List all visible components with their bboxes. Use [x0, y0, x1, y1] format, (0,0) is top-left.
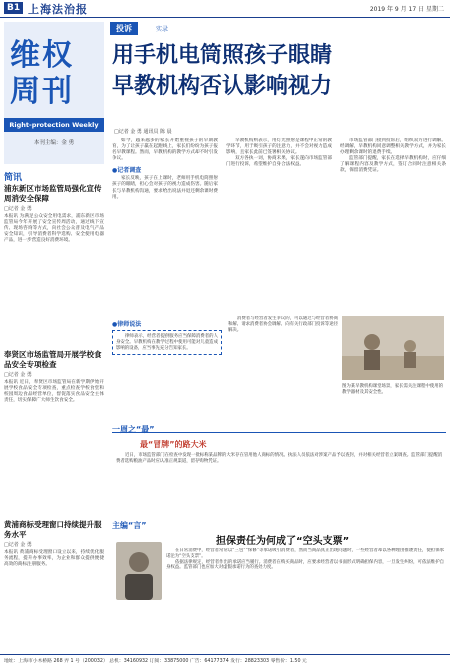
complaint-tag-sub: 实录	[156, 26, 169, 33]
brief-item-title: 奉贤区市场监管局开展学校食品安全专项检查	[4, 350, 102, 369]
page-number: B1	[4, 2, 23, 14]
brief-item-title: 浦东新区市场监管局强化宣传周消安全保障	[4, 184, 102, 203]
section-brand	[4, 22, 104, 164]
article-paragraph: 消费者与经营者发生争议的，可以通过与经营者协商和解、请求消费者协会调解、向有关行政部门投诉等途径解决。	[228, 316, 338, 333]
lawyer-subhead: ●律师说法	[112, 321, 142, 328]
sidebar	[0, 20, 106, 652]
brief-item-byline: □记者 金 勇	[4, 206, 32, 212]
brief-item-body: 本报讯 近日，奉贤区市场监管局在新学期伊始开展学校食品安全专项检查，重点检查学校食堂和校园周边食品经营单位，督促落实食品安全主体责任，切实保障广大师生饮食安全。	[4, 380, 104, 403]
section-title-english: Right-protection Weekly	[4, 118, 104, 132]
commentary-paragraph: 依据法律规定，经营者作出的承诺应当履行。消费者在购买商品时，应要求经营者以书面形式明确担保内容，一旦发生纠纷，可依法维护自身权益。监管部门也应加大对虚假承诺行为的查处力度。	[166, 559, 444, 571]
article-paragraph: 律师表示，经营者提供服务应当保障消费者的人身安全。早教机构在教学过程中使用可能对儿童造成影响的设备，应当事先充分告知家长。	[116, 334, 218, 351]
brief-news-heading: 简讯	[4, 173, 23, 183]
article-paragraph: 如今，越来越多的家长开始重视孩子的早期教育，为了让孩子赢在起跑线上，家长们纷纷为孩子报名早教课程。然而，早教机构的教学方式却不时引发争议。	[112, 138, 218, 162]
brief-item	[4, 520, 104, 650]
weekly-most-tag: 一周之“最”	[112, 425, 155, 434]
weekly-most-box	[112, 432, 446, 498]
article-byline: □记者 金 勇 通讯员 陈 晨	[114, 129, 172, 135]
article-photo	[342, 316, 444, 380]
page-footer: 地址：上海市小木桥路 268 弄 1 号（200032） 总机：34160932 订阅：33875000 广告：64177374 发行：28823303 零售价：1.50 元	[0, 654, 450, 668]
lawyer-column	[228, 316, 338, 442]
main-content	[110, 20, 446, 652]
author-avatar	[116, 542, 162, 600]
article-column	[340, 138, 446, 313]
brief-item-body: 本报讯 黄浦商标受理窗口设立以来，持续优化服务流程，提升办事效率，为企业和群众提供便捷高效的商标注册服务。	[4, 550, 104, 567]
weekly-most-headline: 最“冒牌”的路大米	[140, 440, 207, 449]
article-column	[112, 138, 218, 313]
classroom-photo-icon	[342, 316, 444, 380]
article-subhead: ●记者调查	[112, 167, 142, 175]
brief-item-byline: □记者 金 勇	[4, 542, 32, 548]
brief-item-body: 本报讯 为满足公众安全用电需求，浦东新区市场监管局今年开展了安全宣传周活动，通过线下宣传、现场咨询等方式，向社会公众普及电气产品安全知识，引导消费者科学选购、安全使用电器产品，进一步营造良好消费环境。	[4, 214, 104, 243]
commentary-paragraph: 在日常消费中，经营者常常以“三包”“保修”等承诺吸引消费者，然而当商品真正出现问题时，一些经营者却以各种理由推诿责任，使担保承诺沦为“空头支票”。	[166, 548, 444, 559]
article-paragraph: 家长反映，孩子在上课时，老师用手机电筒照射孩子的眼睛，担心会对孩子的视力造成伤害。随后家长与早教机构沟通，要求给出说法并退还剩余课时费用。	[112, 176, 218, 200]
brief-item	[4, 184, 104, 344]
article-paragraph: 早教机构则表示，用灯光照射是课程中正常的教学环节，用于吸引孩子的注意力，并不会对视力造成影响，且家长此前已签署相关协议。	[226, 138, 332, 156]
issue-date: 2019 年 9 月 17 日 星期二	[369, 6, 444, 13]
weekly-most-body: 近日，市场监管部门在检查中发现一批标称某品牌的大米存在冒用他人商标的情况。执法人员依法对涉案产品予以查封，并对相关经营者立案调查。监管部门提醒消费者选购粮油产品时应认准正规渠道，留存购物凭证。	[116, 453, 442, 464]
brief-item	[4, 350, 104, 500]
section-title: 维权 周刊	[10, 38, 74, 109]
commentary-headline: 担保责任为何成了“空头支票”	[216, 536, 350, 547]
brief-item-title: 黄浦商标受理窗口持续提升服务水平	[4, 520, 102, 539]
lawyer-quote-box	[112, 330, 222, 355]
photo-caption: 图为某早教机构课堂场景，家长需关注课程中使用的教学器材及其安全性。	[342, 384, 443, 395]
article-paragraph: 双方各执一词，协商未果，家长遂向市场监管部门进行投诉，希望维护自身合法权益。	[226, 156, 332, 168]
section-editor: 本刊主编：金 勇	[33, 140, 75, 146]
article-columns	[112, 138, 446, 313]
commentary-body	[166, 548, 444, 648]
article-paragraph: 监管部门提醒，家长在选择早教机构时，应仔细了解课程内容及教学方式，签订合同时注意相关条款，保留消费凭证。	[340, 156, 446, 174]
article-headline: 用手机电筒照孩子眼睛 早教机构否认影响视力	[112, 42, 333, 99]
newspaper-logo: 上海法治报	[28, 3, 88, 16]
person-icon	[116, 542, 162, 600]
commentary-tag: 主编“言”	[112, 521, 147, 530]
complaint-tag: 投诉	[110, 22, 138, 35]
brief-item-byline: □记者 金 勇	[4, 372, 32, 378]
article-column	[226, 138, 332, 313]
masthead	[0, 0, 450, 18]
article-paragraph: 市场监管部门接到投诉后，组织双方进行调解。经调解，早教机构同意调整相关教学方式，并为家长办理剩余课时的退费手续。	[340, 138, 446, 156]
